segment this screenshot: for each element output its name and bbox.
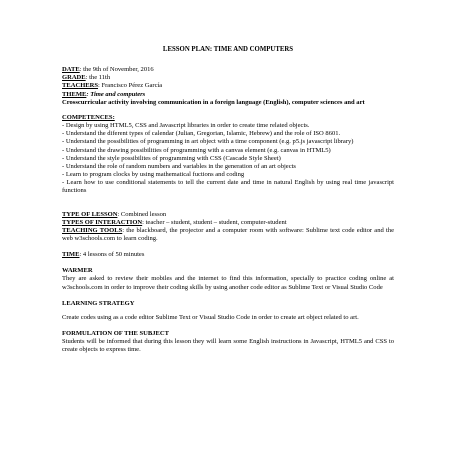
type-of-lesson-value: : Combined lesson	[117, 210, 167, 218]
grade-label: GRADE	[62, 74, 86, 82]
teachers-label: TEACHERS	[62, 82, 99, 90]
warmer-text: They are asked to review their mobiles and the internet to find this information, specially to practice coding online at w3schools.com in order to improve their coding skills by using another code editor as Sublime Text or Visual Studio Code	[62, 275, 394, 291]
document-title: LESSON PLAN: TIME AND COMPUTERS	[162, 46, 294, 53]
time-label: TIME	[62, 251, 80, 259]
warmer-heading: WARMER	[62, 267, 93, 275]
formulation-text: Students will be informed that during this lesson they will learn some English instructions in Javascript, HTML5 and CSS to create objects to express time.	[62, 338, 394, 354]
lesson-plan-document	[62, 46, 394, 355]
time-line	[62, 251, 394, 259]
grade-value: : the 11th	[85, 74, 111, 82]
formulation-heading: FORMULATION OF THE SUBJECT	[62, 330, 170, 338]
types-of-interaction-value: : teacher – student, student – student, computer-student	[142, 218, 287, 226]
date-value: : the 9th of November, 2016	[79, 66, 154, 74]
competence-item: - Understand the role of random numbers and variables in the generation of an art objects	[62, 162, 296, 170]
date-line	[62, 66, 394, 74]
competence-item: - Design by using HTML5, CSS and Javascript libraries in order to create time related objects.	[62, 122, 310, 130]
types-of-interaction-line	[62, 219, 394, 227]
theme-line	[62, 91, 394, 99]
teachers-line	[62, 82, 394, 90]
theme-value: : Time and computers	[86, 90, 146, 98]
competence-item: - Learn to program clocks by using mathematical fuctions and coding	[62, 171, 245, 179]
grade-line	[62, 74, 394, 82]
teaching-tools-value: : the blackboard, the projector and a computer room with software: Sublime text code editor and the web w3schools.com to learn coding.	[62, 226, 395, 242]
learning-strategy-text: Create codes using as a code editor Sublime Text or Visual Studio Code in order to create art object related to art.	[62, 313, 359, 321]
competence-item: - Understand the possibilities of programming in art object with a time component (e.g. p5.js javascript library)	[62, 138, 354, 146]
teaching-tools-label: TEACHING TOOLS	[62, 226, 123, 234]
crosscurricular-text: Crosscurricular activity involving communication in a foreign language (English), computer sciences and art	[62, 98, 365, 106]
competence-item: - Understand the diferent types of calendar (Julian, Gregorian, Islamic, Hebrew) and the role of ISO 8601.	[62, 130, 341, 138]
time-value: : 4 lessons of 50 minutes	[79, 251, 145, 259]
competences-heading: COMPETENCES:	[62, 113, 115, 121]
competence-item: - Learn how to use conditional statements to tell the current date and time in natural English by using real time javascript functions	[62, 179, 394, 195]
date-label: DATE	[62, 66, 80, 74]
type-of-lesson-label: TYPE OF LESSON	[62, 210, 118, 218]
type-of-lesson-line	[62, 211, 394, 219]
learning-strategy-heading: LEARNING STRATEGY	[62, 299, 135, 307]
theme-label: THEME	[62, 90, 87, 98]
competence-item: - Understand the drawing possibilities of programming with a canvas element (e.g. canvas in HTML5)	[62, 146, 331, 154]
teaching-tools-line	[62, 227, 394, 243]
types-of-interaction-label: TYPES OF INTERACTION	[62, 218, 143, 226]
teachers-value: : Francisco Pérez García	[98, 82, 163, 90]
competences-list	[62, 122, 394, 195]
competence-item: - Understand the style possibilites of programming with CSS (Cascade Style Sheet)	[62, 154, 281, 162]
